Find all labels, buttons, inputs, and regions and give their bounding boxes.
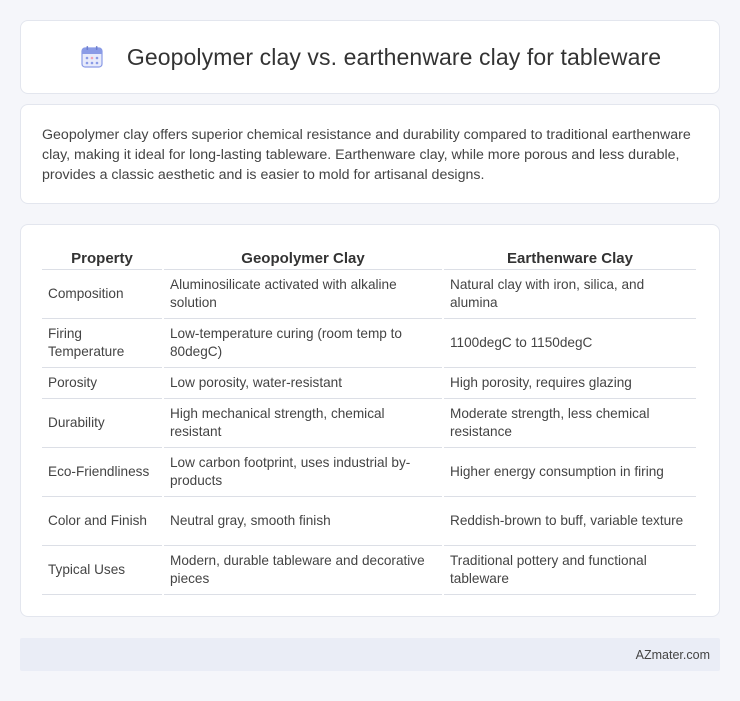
cell-earthenware: Higher energy consumption in firing — [444, 448, 696, 497]
page-title: Geopolymer clay vs. earthenware clay for tableware — [126, 43, 662, 70]
table-row — [42, 319, 696, 368]
calendar-icon — [79, 44, 105, 70]
cell-geopolymer: Neutral gray, smooth finish — [164, 497, 442, 546]
cell-property: Typical Uses — [42, 546, 162, 595]
intro-card — [20, 104, 720, 204]
cell-earthenware: 1100degC to 1150degC — [444, 319, 696, 368]
cell-property: Eco-Friendliness — [42, 448, 162, 497]
cell-earthenware: Reddish-brown to buff, variable texture — [444, 497, 696, 546]
cell-earthenware: Traditional pottery and functional tableware — [444, 546, 696, 595]
cell-geopolymer: High mechanical strength, chemical resistant — [164, 399, 442, 448]
footer-site-label: AZmater.com — [635, 647, 710, 662]
cell-geopolymer: Low carbon footprint, uses industrial by-products — [164, 448, 442, 497]
table-row — [42, 497, 696, 546]
cell-property: Durability — [42, 399, 162, 448]
cell-earthenware: High porosity, requires glazing — [444, 368, 696, 399]
table-row — [42, 270, 696, 319]
comparison-table-card — [20, 224, 720, 617]
intro-paragraph: Geopolymer clay offers superior chemical resistance and durability compared to traditional earthenware clay, making it ideal for long-lasting tableware. Earthenware clay, while more porous and less durable, provides a classic aesthetic and is easier to mold for artisanal designs. — [42, 127, 691, 183]
table-row — [42, 448, 696, 497]
cell-property: Color and Finish — [42, 497, 162, 546]
table-row — [42, 546, 696, 595]
table-header-row — [42, 243, 696, 270]
cell-geopolymer: Low-temperature curing (room temp to 80degC) — [164, 319, 442, 368]
header-earthenware: Earthenware Clay — [444, 243, 696, 270]
cell-property: Composition — [42, 270, 162, 319]
header-geopolymer: Geopolymer Clay — [164, 243, 442, 270]
cell-property: Porosity — [42, 368, 162, 399]
cell-geopolymer: Modern, durable tableware and decorative pieces — [164, 546, 442, 595]
cell-earthenware: Natural clay with iron, silica, and alumina — [444, 270, 696, 319]
cell-earthenware: Moderate strength, less chemical resistance — [444, 399, 696, 448]
cell-property: Firing Temperature — [42, 319, 162, 368]
footer — [20, 638, 720, 671]
cell-geopolymer: Aluminosilicate activated with alkaline solution — [164, 270, 442, 319]
header-property: Property — [42, 243, 162, 270]
table-row — [42, 368, 696, 399]
table-row — [42, 399, 696, 448]
title-card — [20, 20, 720, 94]
cell-geopolymer: Low porosity, water-resistant — [164, 368, 442, 399]
comparison-table — [40, 243, 698, 595]
